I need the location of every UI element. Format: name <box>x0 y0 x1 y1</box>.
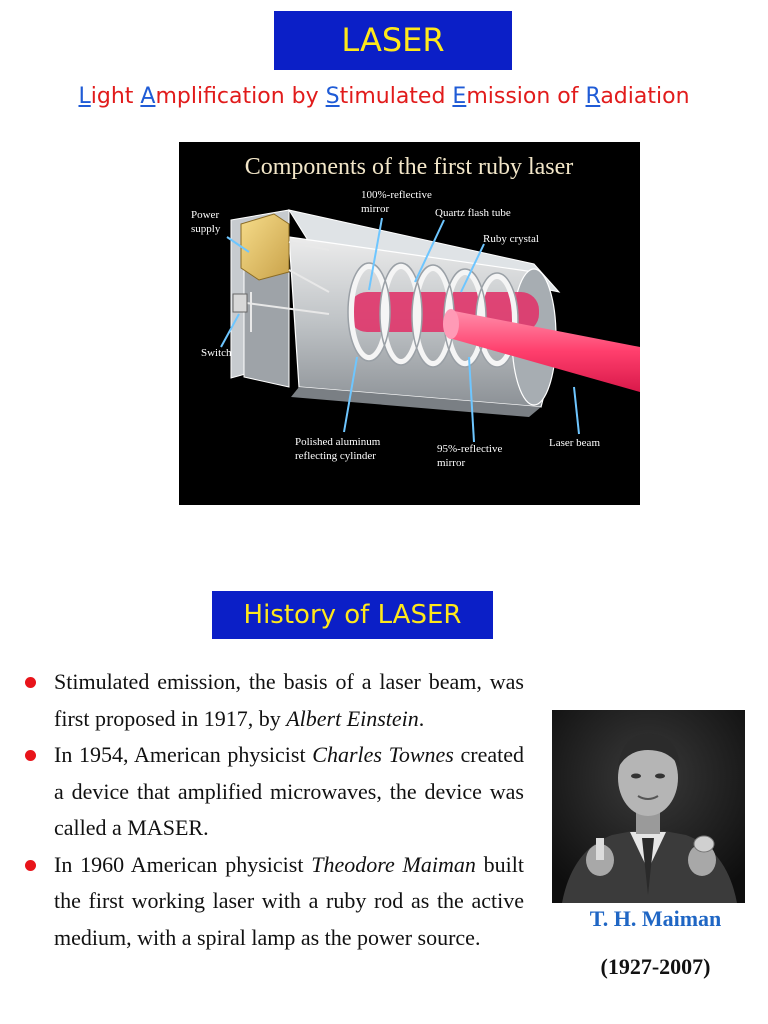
title-banner <box>274 11 512 70</box>
acronym-word-emission: mission of <box>466 84 586 109</box>
acronym-letter-e: E <box>452 84 467 109</box>
history-item-text: In 1954, American physicist <box>54 742 313 767</box>
label-mirror95-line2: mirror <box>437 457 466 469</box>
acronym-word-stimulated: timulated <box>339 84 453 109</box>
label-laser-beam: Laser beam <box>549 437 600 449</box>
history-item-text: In 1960 American physicist <box>54 851 312 877</box>
acronym-letter-r: R <box>585 84 601 109</box>
portrait-caption-years: (1927-2007) <box>600 954 711 979</box>
history-item-text-end: created a device that amplified microwaves, the device was called a MASER. <box>54 742 524 840</box>
history-heading: History of LASER <box>243 600 462 630</box>
label-ruby-crystal: Ruby crystal <box>483 233 539 245</box>
history-item-einstein <box>22 664 524 737</box>
history-item-person: Albert Einstein <box>286 705 419 731</box>
label-power: Power <box>191 209 220 221</box>
history-item-person: Theodore Maiman <box>311 851 476 877</box>
acronym-word-amplification: mplification by <box>155 84 326 109</box>
acronym-letter-l: L <box>78 84 91 109</box>
portrait-caption-name: T. H. Maiman <box>589 906 722 931</box>
history-item-text-end: built the first working laser with a ruby rod as the active medium, with a spiral lamp as the power source. <box>54 851 524 950</box>
page-title: LASER <box>341 21 445 59</box>
bullet-icon <box>25 750 36 761</box>
label-mirror100-line1: 100%-reflective <box>361 189 432 201</box>
history-banner <box>212 591 493 639</box>
diagram-title: Components of the first ruby laser <box>244 154 574 180</box>
label-mirror100-line2: mirror <box>361 203 390 215</box>
acronym-subtitle <box>0 84 768 109</box>
ruby-laser-diagram <box>179 142 640 505</box>
portrait-photo <box>552 710 745 903</box>
history-item-text-end: . <box>418 705 425 731</box>
acronym-letter-s: S <box>325 84 340 109</box>
acronym-letter-a: A <box>140 84 156 109</box>
history-list <box>22 664 524 956</box>
ruby-laser-illustration <box>179 142 640 505</box>
acronym-word-light: ight <box>90 84 141 109</box>
label-switch: Switch <box>201 347 232 359</box>
bullet-icon <box>25 860 36 871</box>
history-item-person: Charles Townes <box>312 742 454 767</box>
power-supply-box <box>241 214 289 280</box>
history-item-maiman <box>22 847 524 957</box>
history-item-townes <box>22 737 524 847</box>
bullet-icon <box>25 677 36 688</box>
label-supply: supply <box>191 223 221 235</box>
label-cylinder-line2: reflecting cylinder <box>295 450 376 462</box>
maiman-portrait <box>552 710 745 903</box>
beam-origin <box>443 309 459 339</box>
switch-part <box>233 294 247 312</box>
label-mirror95-line1: 95%-reflective <box>437 443 503 455</box>
history-item-text: Stimulated emission, the basis of a laser beam, was first proposed in 1917, by <box>54 669 524 731</box>
label-flash-tube: Quartz flash tube <box>435 207 511 219</box>
acronym-word-radiation: adiation <box>600 84 690 109</box>
label-cylinder-line1: Polished aluminum <box>295 436 381 448</box>
